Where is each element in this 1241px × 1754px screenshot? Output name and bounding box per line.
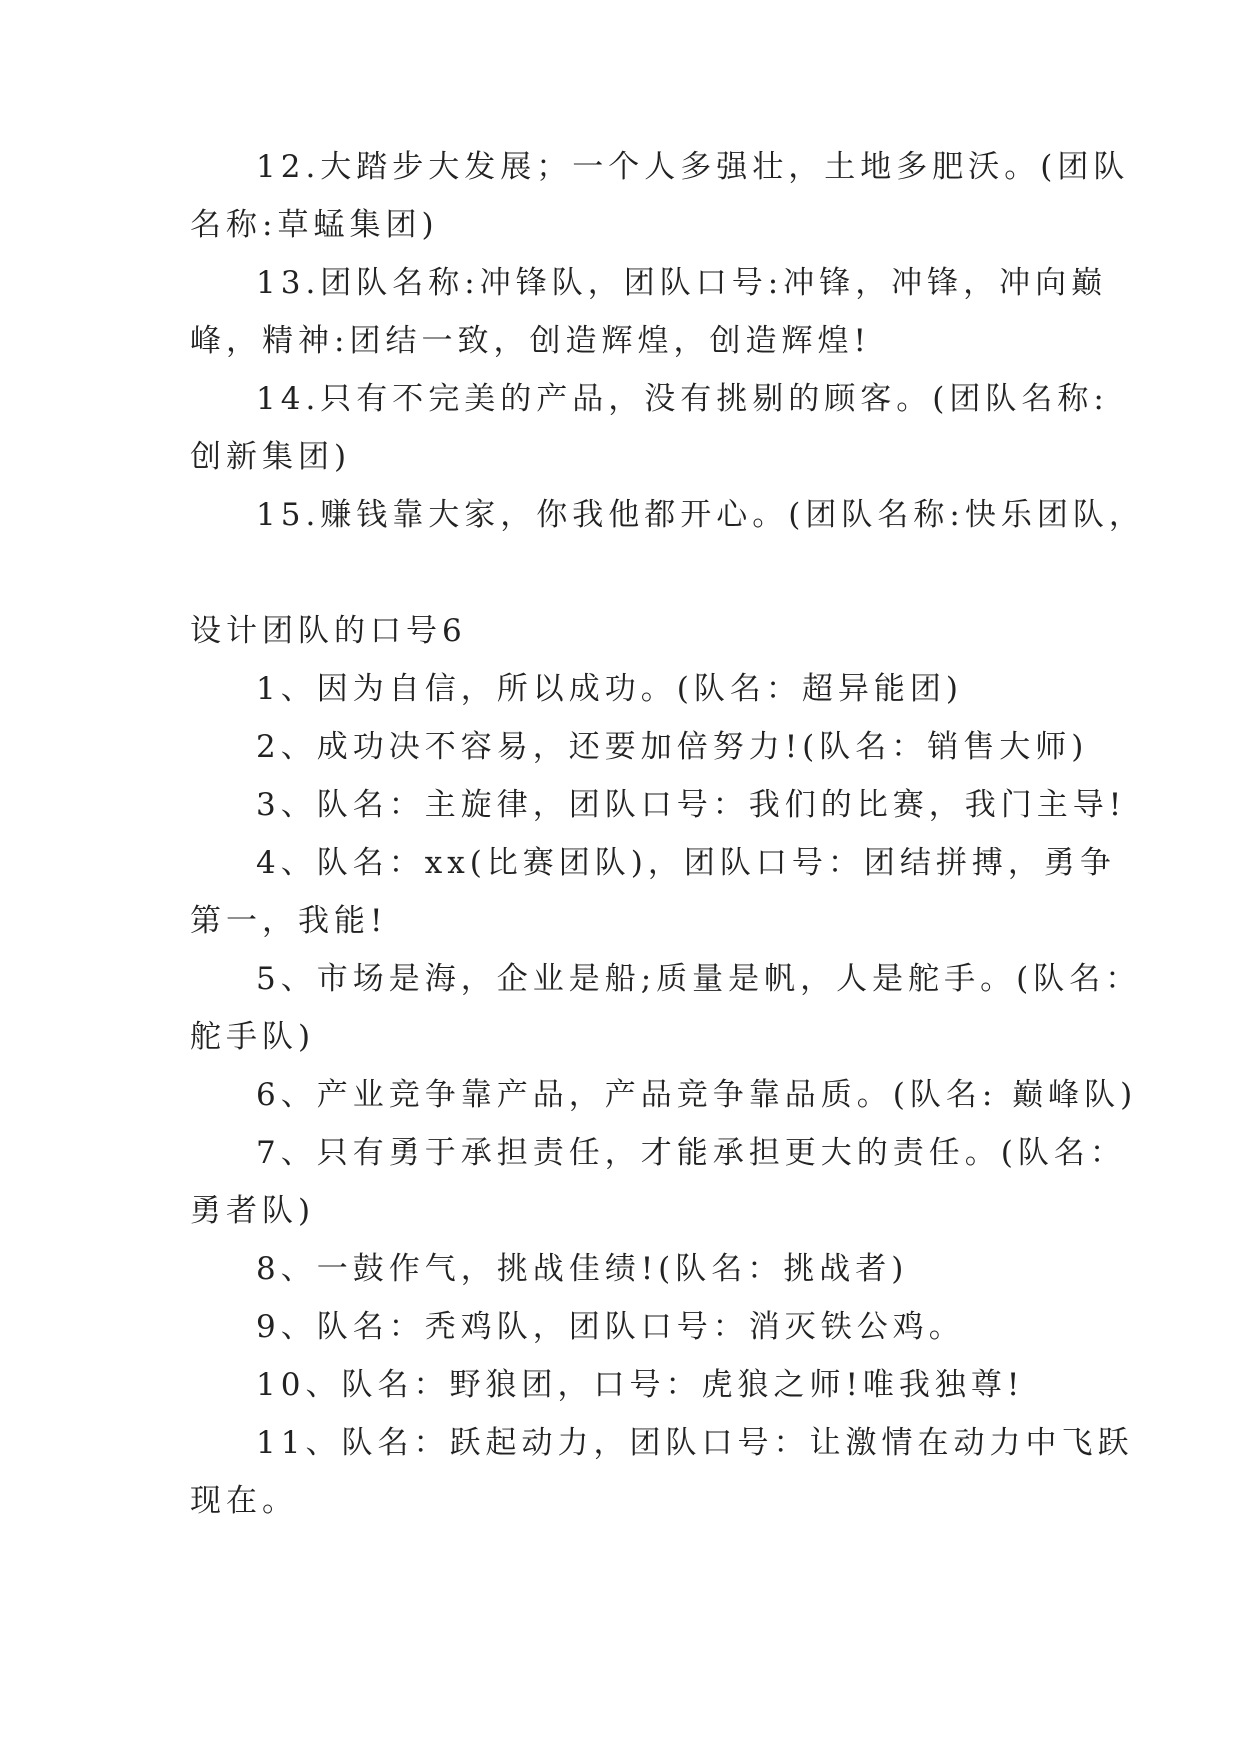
text-line: 6、产业竞争靠产品，产品竞争靠品质。(队名: 巅峰队) <box>256 1077 1138 1113</box>
slogan-item-1 <box>190 660 1070 718</box>
text-line: 现在。 <box>190 1483 298 1519</box>
slogan-item-14 <box>190 370 1109 486</box>
text-line: 14.只有不完美的产品，没有挑剔的顾客。(团队名称: <box>256 381 1109 417</box>
text-line: 12.大踏步大发展；一个人多强壮，土地多肥沃。(团队 <box>256 149 1130 185</box>
text-line: 8、一鼓作气，挑战佳绩!(队名：挑战者) <box>256 1251 909 1287</box>
slogan-item-4 <box>190 834 1116 950</box>
text-line: 9、队名：秃鸡队，团队口号：消灭铁公鸡。 <box>256 1309 965 1345</box>
section-gap <box>190 544 1070 602</box>
slogan-item-3 <box>190 776 1127 834</box>
text-line: 2、成功决不容易，还要加倍努力!(队名：销售大师) <box>256 729 1089 765</box>
text-line: 13.团队名称:冲锋队，团队口号:冲锋，冲锋，冲向巅 <box>256 265 1108 301</box>
text-line: 11、队名：跃起动力，团队口号：让激情在动力中飞跃 <box>256 1425 1134 1461</box>
text-line: 5、市场是海，企业是船;质量是帆，人是舵手。(队名： <box>256 961 1142 997</box>
slogan-item-10 <box>190 1356 1070 1414</box>
slogan-item-8 <box>190 1240 1070 1298</box>
text-line: 4、队名：xx(比赛团队)，团队口号：团结拼搏，勇争 <box>256 845 1116 881</box>
text-line: 第一，我能! <box>190 903 388 939</box>
text-line: 峰，精神:团结一致，创造辉煌，创造辉煌! <box>190 323 871 359</box>
slogan-item-12 <box>190 138 1130 254</box>
slogan-item-7 <box>190 1124 1126 1240</box>
text-line: 7、只有勇于承担责任，才能承担更大的责任。(队名： <box>256 1135 1126 1171</box>
text-line: 1、因为自信，所以成功。(队名：超异能团) <box>256 671 963 707</box>
slogan-item-15 <box>190 486 1145 544</box>
document-body <box>190 138 1145 1530</box>
section-heading: 设计团队的口号6 <box>190 613 467 649</box>
text-line: 舵手队) <box>190 1019 316 1055</box>
text-line: 创新集团) <box>190 439 352 475</box>
text-line: 15.赚钱靠大家，你我他都开心。(团队名称:快乐团队， <box>256 497 1145 533</box>
slogan-item-5 <box>190 950 1142 1066</box>
text-line: 3、队名：主旋律，团队口号：我们的比赛，我门主导! <box>256 787 1127 823</box>
slogan-item-11 <box>190 1414 1134 1530</box>
text-line: 10、队名：野狼团，口号：虎狼之师!唯我独尊! <box>256 1367 1025 1403</box>
text-line: 勇者队) <box>190 1193 316 1229</box>
text-line: 名称:草蜢集团) <box>190 207 439 243</box>
slogan-item-6 <box>190 1066 1138 1124</box>
slogan-item-13 <box>190 254 1108 370</box>
slogan-item-9 <box>190 1298 1070 1356</box>
slogan-item-2 <box>190 718 1089 776</box>
